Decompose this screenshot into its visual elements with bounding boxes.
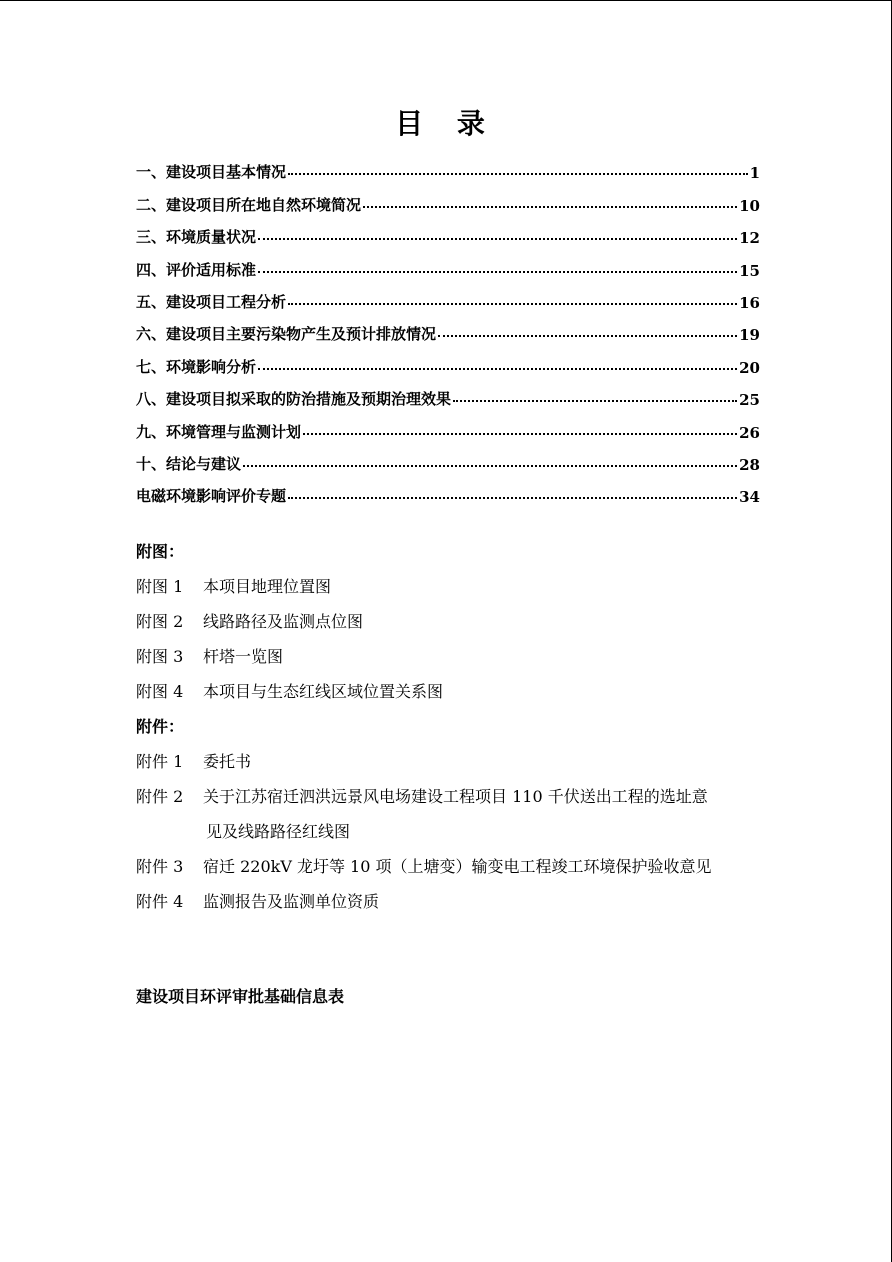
attachment-item (136, 848, 712, 883)
attachment-code: 附件 2 (136, 787, 184, 806)
toc-leader-dots (288, 172, 748, 175)
attachment-code: 附件 4 (136, 892, 184, 911)
toc-leader-dots (258, 270, 737, 273)
toc-label: 五、建设项目工程分析 (136, 292, 287, 311)
toc-page-number: 10 (739, 196, 760, 215)
figure-title: 本项目地理位置图 (203, 577, 332, 596)
toc-label: 一、建设项目基本情况 (136, 163, 287, 182)
figure-title: 线路路径及监测点位图 (203, 612, 364, 631)
toc-page-number: 34 (739, 488, 760, 507)
toc-page-number: 16 (739, 293, 760, 312)
toc-page-number: 15 (739, 261, 760, 280)
toc-leader-dots (288, 496, 737, 499)
figures-section (136, 533, 712, 918)
attachment-item (136, 778, 712, 813)
toc-leader-dots (438, 334, 737, 337)
toc-page-number: 28 (739, 455, 760, 474)
figure-code: 附图 2 (136, 612, 184, 631)
toc-page-number: 19 (739, 326, 760, 345)
toc-leader-dots (243, 464, 737, 467)
attachment-title: 宿迁 220kV 龙圩等 10 项（上塘变）输变电工程竣工环境保护验收意见 (203, 857, 712, 876)
toc-entry-6[interactable] (136, 312, 760, 344)
toc-label: 八、建设项目拟采取的防治措施及预期治理效果 (136, 390, 452, 409)
attachment-title: 监测报告及监测单位资质 (203, 892, 380, 911)
toc-entry-5[interactable] (136, 280, 760, 312)
toc-label: 三、环境质量状况 (136, 228, 257, 247)
attachment-title: 委托书 (203, 752, 252, 771)
figure-code: 附图 3 (136, 647, 184, 666)
toc-label: 电磁环境影响评价专题 (136, 487, 287, 506)
toc-leader-dots (288, 302, 737, 305)
toc-entry-8[interactable] (136, 377, 760, 409)
toc-page-number: 1 (749, 164, 760, 183)
toc-page-number: 25 (739, 391, 760, 410)
figure-code: 附图 1 (136, 577, 184, 596)
toc-page-number: 20 (739, 358, 760, 377)
toc-entry-2[interactable] (136, 182, 760, 214)
toc-label: 二、建设项目所在地自然环境简况 (136, 195, 362, 214)
toc-leader-dots (453, 399, 737, 402)
figure-item (136, 568, 712, 603)
attachment-item (136, 883, 712, 918)
table-of-contents (136, 150, 760, 506)
figure-item (136, 638, 712, 673)
figures-heading: 附图： (136, 542, 185, 561)
info-table-heading: 建设项目环评审批基础信息表 (136, 987, 345, 1006)
toc-leader-dots (363, 205, 737, 208)
toc-leader-dots (258, 237, 737, 240)
toc-entry-9[interactable] (136, 409, 760, 441)
toc-leader-dots (303, 432, 737, 435)
toc-entry-4[interactable] (136, 247, 760, 279)
toc-page-number: 12 (739, 229, 760, 248)
toc-label: 七、环境影响分析 (136, 357, 257, 376)
toc-label: 四、评价适用标准 (136, 260, 257, 279)
toc-leader-dots (258, 367, 737, 370)
attachment-code: 附件 1 (136, 752, 184, 771)
attachment-title-continued: 见及线路路径红线图 (206, 822, 351, 841)
page-border-top (0, 0, 892, 1)
toc-entry-1[interactable] (136, 150, 760, 182)
attachment-item (136, 743, 712, 778)
figure-code: 附图 4 (136, 682, 184, 701)
toc-entry-10[interactable] (136, 442, 760, 474)
figure-title: 本项目与生态红线区域位置关系图 (203, 682, 444, 701)
figure-item (136, 673, 712, 708)
toc-label: 六、建设项目主要污染物产生及预计排放情况 (136, 325, 437, 344)
figure-item (136, 603, 712, 638)
toc-entry-7[interactable] (136, 344, 760, 376)
page-title: 目 录 (395, 107, 497, 140)
attachments-heading: 附件： (136, 717, 185, 736)
attachment-code: 附件 3 (136, 857, 184, 876)
figure-title: 杆塔一览图 (203, 647, 284, 666)
toc-entry-11[interactable] (136, 474, 760, 506)
toc-label: 九、环境管理与监测计划 (136, 422, 302, 441)
toc-entry-3[interactable] (136, 215, 760, 247)
toc-page-number: 26 (739, 423, 760, 442)
attachment-title: 关于江苏宿迁泗洪远景风电场建设工程项目 110 千伏送出工程的选址意 (203, 787, 708, 806)
toc-label: 十、结论与建议 (136, 454, 242, 473)
